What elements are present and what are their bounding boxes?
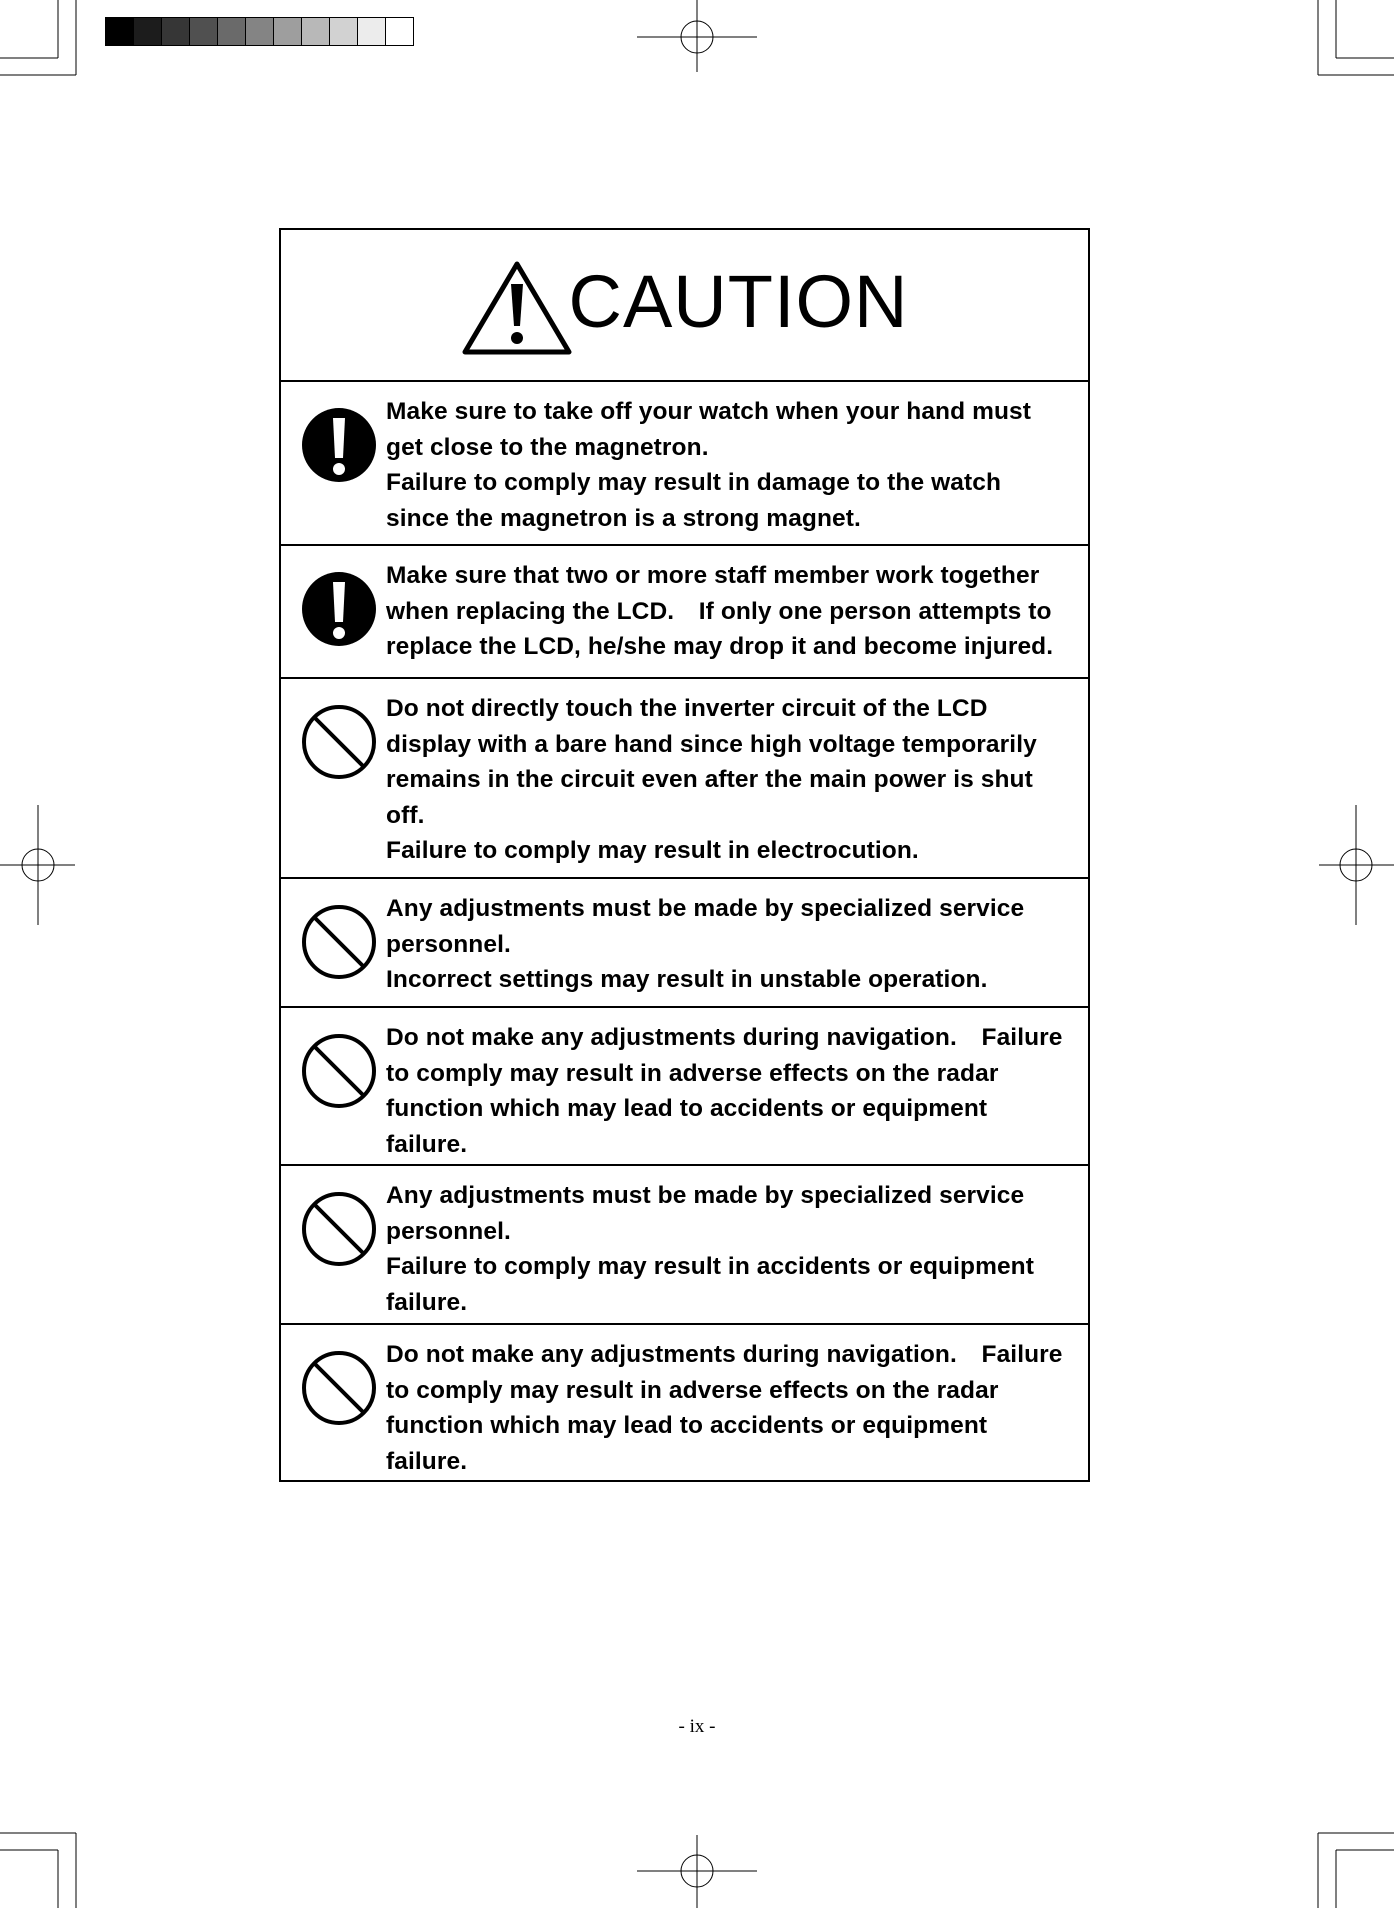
caution-item-icon-cell	[281, 546, 386, 677]
mandatory-action-icon	[300, 406, 378, 484]
caution-text-line: when replacing the LCD. If only one person attempts to	[386, 597, 1052, 625]
caution-text-line: personnel.	[386, 1217, 511, 1245]
grayscale-swatch	[357, 17, 386, 46]
caution-text-line: function which may lead to accidents or equipment	[386, 1095, 988, 1122]
grayscale-swatch	[105, 17, 134, 46]
caution-item	[281, 546, 1088, 679]
caution-text-line: since the magnetron is a strong magnet.	[386, 504, 861, 532]
caution-item-text	[386, 546, 1063, 677]
prohibited-icon	[300, 1190, 378, 1268]
caution-text-line: function which may lead to accidents or equipment	[386, 1412, 988, 1439]
caution-item	[281, 879, 1088, 1008]
caution-text-line: personnel.	[386, 930, 511, 958]
warning-triangle-icon	[461, 260, 573, 358]
caution-text-line: Make sure that two or more staff member work together	[386, 562, 1040, 589]
caution-item-icon-cell	[281, 1325, 386, 1484]
caution-text-line: to comply may result in adverse effects on the radar	[386, 1376, 999, 1404]
grayscale-swatch	[245, 17, 274, 46]
caution-item-text	[386, 382, 1041, 544]
caution-header	[281, 230, 1088, 382]
caution-text-line: Any adjustments must be made by specialized service	[386, 895, 1025, 922]
caution-text-line: to comply may result in adverse effects on the radar	[386, 1059, 999, 1087]
caution-item-text	[386, 1008, 1073, 1164]
caution-item-text	[386, 679, 1047, 877]
caution-title: CAUTION	[568, 259, 909, 343]
page-number: - ix -	[678, 1716, 716, 1737]
grayscale-swatch	[301, 17, 330, 46]
prohibited-icon	[300, 1349, 378, 1427]
caution-item	[281, 1325, 1088, 1484]
caution-panel	[279, 228, 1090, 1482]
grayscale-calibration-bar	[106, 17, 414, 46]
grayscale-swatch	[133, 17, 162, 46]
caution-item	[281, 382, 1088, 546]
caution-text-line: Failure to comply may result in accidents or equipment	[386, 1253, 1034, 1280]
caution-item-text	[386, 1166, 1044, 1323]
caution-item	[281, 1008, 1088, 1166]
caution-item-icon-cell	[281, 679, 386, 877]
caution-text-line: Do not directly touch the inverter circuit of the LCD	[386, 695, 988, 722]
caution-text-line: Do not make any adjustments during navigation. Failure	[386, 1024, 1063, 1051]
caution-text-line: Make sure to take off your watch when your hand must	[386, 398, 1032, 425]
caution-text-line: display with a bare hand since high voltage temporarily	[386, 730, 1037, 758]
grayscale-swatch	[385, 17, 414, 46]
caution-text-line: get close to the magnetron.	[386, 433, 709, 461]
caution-text-line: replace the LCD, he/she may drop it and become injured.	[386, 633, 1054, 660]
caution-text-line: Do not make any adjustments during navigation. Failure	[386, 1341, 1063, 1368]
caution-item-icon-cell	[281, 382, 386, 544]
caution-text-line: Any adjustments must be made by specialized service	[386, 1182, 1025, 1209]
grayscale-swatch	[329, 17, 358, 46]
caution-item-icon-cell	[281, 1008, 386, 1164]
caution-text-line: Incorrect settings may result in unstable operation.	[386, 966, 988, 993]
prohibited-icon	[300, 1032, 378, 1110]
grayscale-swatch	[217, 17, 246, 46]
caution-text-line: Failure to comply may result in electrocution.	[386, 837, 919, 864]
prohibited-icon	[300, 703, 378, 781]
caution-text-line: remains in the circuit even after the main power is shut	[386, 766, 1033, 793]
grayscale-swatch	[161, 17, 190, 46]
caution-item-icon-cell	[281, 879, 386, 1006]
caution-text-line: off.	[386, 801, 425, 829]
caution-text-line: Failure to comply may result in damage to the watch	[386, 469, 1002, 496]
caution-text-line: failure.	[386, 1130, 468, 1158]
prohibited-icon	[300, 903, 378, 981]
caution-item-text	[386, 1325, 1073, 1484]
caution-item	[281, 679, 1088, 879]
caution-item-icon-cell	[281, 1166, 386, 1323]
mandatory-action-icon	[300, 570, 378, 648]
grayscale-swatch	[189, 17, 218, 46]
caution-item-text	[386, 879, 1034, 1006]
caution-text-line: failure.	[386, 1288, 468, 1316]
caution-text-line: failure.	[386, 1447, 468, 1475]
grayscale-swatch	[273, 17, 302, 46]
caution-item	[281, 1166, 1088, 1325]
